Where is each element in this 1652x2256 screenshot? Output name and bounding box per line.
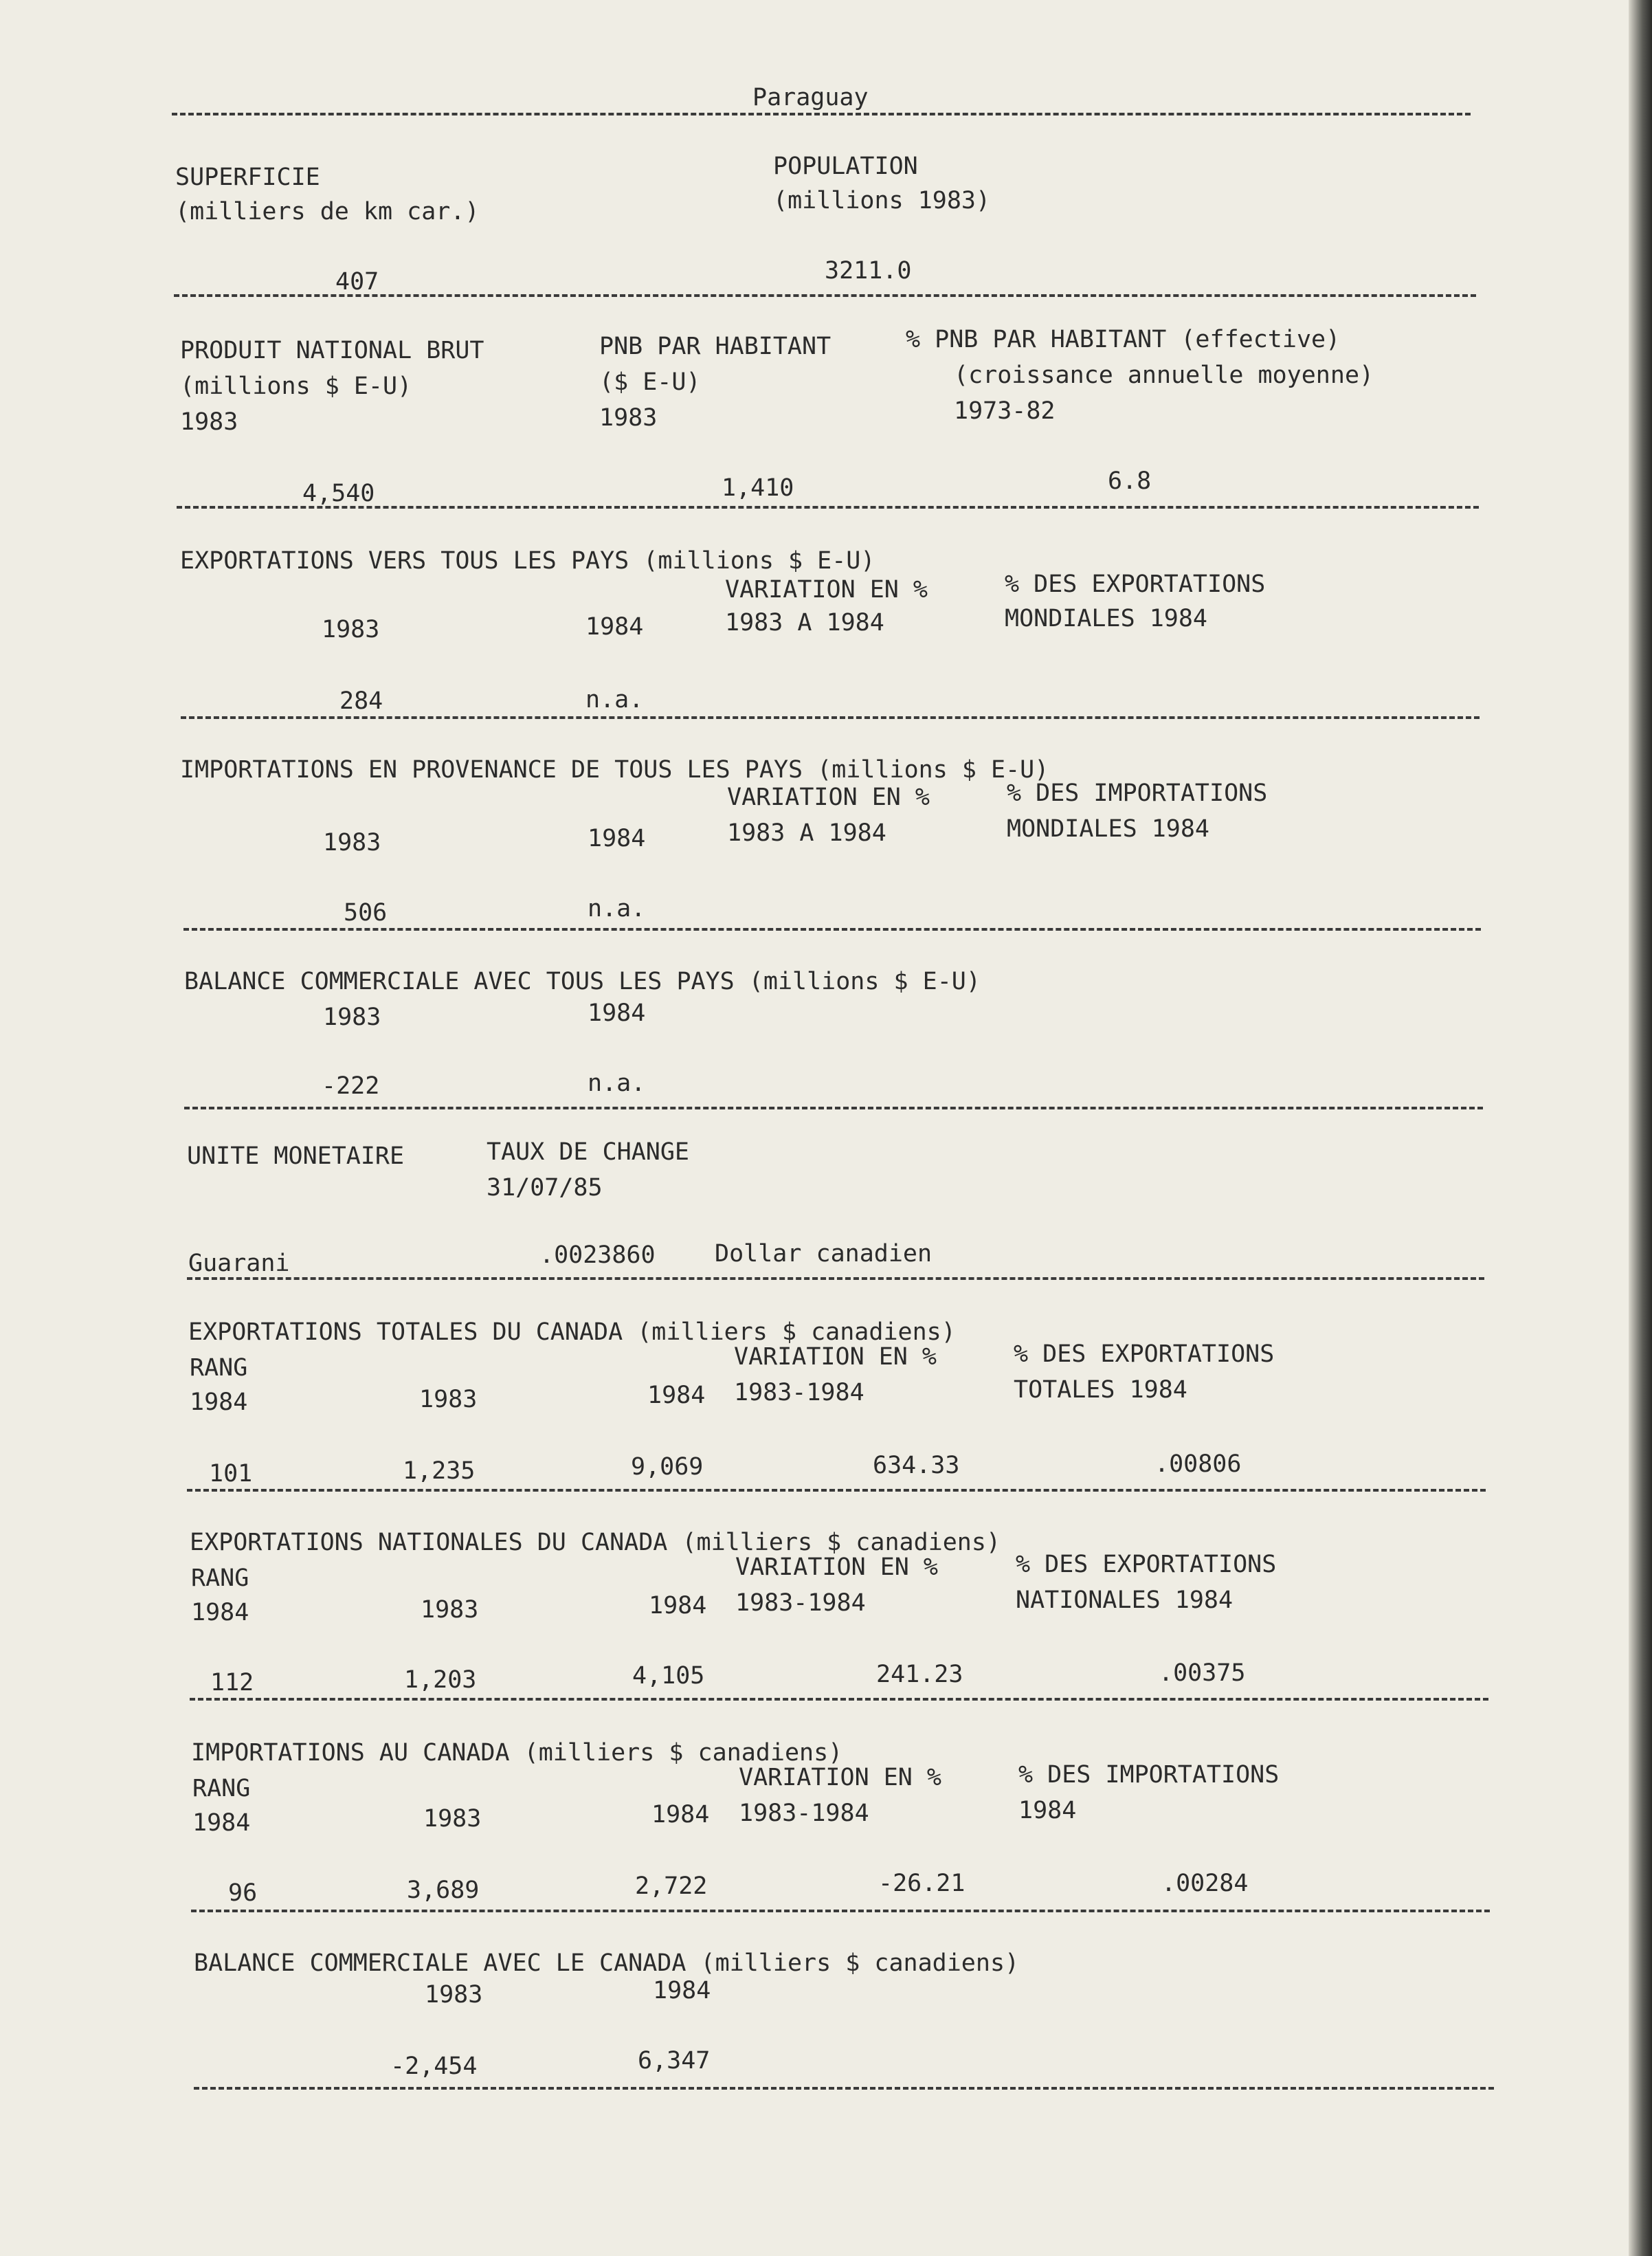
- canada-imports-variation-label: VARIATION EN %: [739, 1764, 942, 1791]
- canada-national-exports-rang-year: 1984: [191, 1599, 249, 1626]
- canada-total-exports-year-1983: 1983: [419, 1386, 478, 1413]
- canada-total-exports-share-label: % DES EXPORTATIONS: [1014, 1340, 1275, 1368]
- superficie-unit: (milliers de km car.): [175, 198, 480, 225]
- superficie-value: 407: [335, 268, 379, 296]
- imports-world-value-1984: n.a.: [588, 895, 646, 922]
- canada-total-exports-variation-value: 634.33: [873, 1452, 960, 1479]
- balance-world-value-1983: -222: [322, 1072, 380, 1100]
- pct-pnb-habitant-period: 1973-82: [954, 397, 1056, 425]
- balance-world-year-1984: 1984: [588, 999, 646, 1027]
- canada-imports-variation-period: 1983-1984: [739, 1800, 869, 1827]
- canada-national-exports-share-label: % DES EXPORTATIONS: [1016, 1551, 1277, 1578]
- superficie-label: SUPERFICIE: [175, 164, 320, 191]
- population-label: POPULATION: [773, 153, 918, 180]
- rule: [181, 716, 1480, 719]
- pnb-value: 4,540: [302, 480, 375, 507]
- canada-national-exports-rang-label: RANG: [191, 1564, 249, 1592]
- canada-total-exports-label: EXPORTATIONS TOTALES DU CANADA (milliers $ canadiens): [188, 1318, 956, 1346]
- canada-imports-value-1984: 2,722: [635, 1872, 708, 1900]
- balance-world-value-1984: n.a.: [588, 1070, 646, 1097]
- canada-imports-rang-label: RANG: [192, 1775, 251, 1802]
- canada-national-exports-value-1983: 1,203: [404, 1666, 477, 1694]
- canada-total-exports-variation-label: VARIATION EN %: [734, 1343, 937, 1371]
- population-value: 3211.0: [825, 257, 912, 285]
- canada-total-exports-rang-year: 1984: [190, 1389, 248, 1416]
- canada-national-exports-year-1984: 1984: [649, 1592, 707, 1619]
- rule: [191, 1910, 1490, 1912]
- exchange-rate-currency: Dollar canadien: [715, 1240, 933, 1268]
- page-binding-edge: [1629, 0, 1652, 2256]
- rule: [187, 1489, 1486, 1492]
- pnb-habitant-value: 1,410: [722, 474, 794, 502]
- imports-world-year-1983: 1983: [323, 829, 381, 856]
- currency-label: UNITE MONETAIRE: [187, 1142, 405, 1170]
- imports-world-year-1984: 1984: [588, 825, 646, 852]
- balance-world-year-1983: 1983: [323, 1004, 381, 1031]
- pct-pnb-habitant-label: % PNB PAR HABITANT (effective): [906, 326, 1341, 353]
- canada-total-exports-value-1984: 9,069: [631, 1453, 704, 1481]
- canada-imports-rang-year: 1984: [192, 1809, 251, 1837]
- currency-name: Guarani: [188, 1250, 290, 1277]
- canada-total-exports-value-1983: 1,235: [403, 1457, 476, 1485]
- canada-national-exports-year-1983: 1983: [421, 1596, 479, 1624]
- canada-balance-value-1983: -2,454: [390, 2053, 478, 2080]
- canada-national-exports-label: EXPORTATIONS NATIONALES DU CANADA (milliers $ canadiens): [190, 1529, 1001, 1556]
- exports-world-variation-label: VARIATION EN %: [725, 576, 928, 604]
- rule: [184, 1107, 1483, 1109]
- canada-imports-value-1983: 3,689: [407, 1877, 480, 1904]
- rule: [174, 294, 1476, 297]
- imports-world-variation-label: VARIATION EN %: [727, 784, 930, 811]
- canada-imports-year-1984: 1984: [651, 1801, 710, 1828]
- pnb-habitant-label: PNB PAR HABITANT: [599, 333, 831, 360]
- rule: [177, 506, 1479, 509]
- canada-total-exports-variation-period: 1983-1984: [734, 1379, 864, 1406]
- rule: [187, 1277, 1484, 1280]
- canada-balance-year-1984: 1984: [653, 1977, 711, 2004]
- imports-world-share-year: MONDIALES 1984: [1007, 815, 1210, 843]
- canada-balance-value-1984: 6,347: [638, 2047, 711, 2075]
- rule: [194, 2087, 1494, 2090]
- canada-imports-rang-value: 96: [228, 1879, 258, 1907]
- exports-world-share-label: % DES EXPORTATIONS: [1005, 571, 1266, 598]
- exchange-rate-label: TAUX DE CHANGE: [487, 1138, 690, 1166]
- canada-total-exports-rang-label: RANG: [190, 1354, 248, 1382]
- canada-national-exports-variation-label: VARIATION EN %: [735, 1553, 939, 1581]
- exchange-rate-date: 31/07/85: [487, 1174, 603, 1202]
- exports-world-value-1983: 284: [339, 687, 383, 715]
- rule: [190, 1698, 1488, 1701]
- pnb-year: 1983: [180, 408, 238, 436]
- pnb-habitant-year: 1983: [599, 404, 658, 432]
- canada-total-exports-year-1984: 1984: [647, 1382, 706, 1409]
- imports-world-label: IMPORTATIONS EN PROVENANCE DE TOUS LES PAYS (millions $ E-U): [180, 756, 1049, 784]
- pct-pnb-habitant-value: 6.8: [1108, 467, 1152, 495]
- canada-total-exports-share-value: .00806: [1154, 1450, 1242, 1478]
- canada-national-exports-share-year: NATIONALES 1984: [1016, 1586, 1234, 1614]
- imports-world-value-1983: 506: [344, 899, 388, 927]
- balance-world-label: BALANCE COMMERCIALE AVEC TOUS LES PAYS (millions $ E-U): [184, 968, 981, 995]
- canada-national-exports-rang-value: 112: [210, 1669, 254, 1696]
- exports-world-year-1983: 1983: [322, 616, 380, 643]
- canada-imports-share-value: .00284: [1161, 1870, 1249, 1897]
- canada-national-exports-variation-period: 1983-1984: [735, 1589, 866, 1617]
- exports-world-variation-period: 1983 A 1984: [725, 609, 884, 637]
- rule: [172, 113, 1471, 115]
- canada-national-exports-variation-value: 241.23: [876, 1661, 963, 1688]
- exports-world-label: EXPORTATIONS VERS TOUS LES PAYS (millions $ E-U): [180, 547, 875, 575]
- pnb-unit: (millions $ E-U): [180, 373, 412, 400]
- exports-world-year-1984: 1984: [585, 613, 644, 641]
- canada-total-exports-share-year: TOTALES 1984: [1014, 1376, 1187, 1404]
- canada-imports-variation-value: -26.21: [878, 1870, 965, 1897]
- exports-world-value-1984: n.a.: [585, 686, 644, 714]
- canada-national-exports-share-value: .00375: [1159, 1659, 1246, 1687]
- imports-world-share-label: % DES IMPORTATIONS: [1007, 779, 1268, 807]
- pnb-habitant-unit: ($ E-U): [599, 368, 701, 396]
- canada-balance-year-1983: 1983: [425, 1981, 483, 2009]
- imports-world-variation-period: 1983 A 1984: [727, 819, 886, 847]
- pct-pnb-habitant-sub: (croissance annuelle moyenne): [954, 362, 1374, 389]
- canada-balance-label: BALANCE COMMERCIALE AVEC LE CANADA (milliers $ canadiens): [194, 1949, 1020, 1977]
- rule: [183, 928, 1481, 931]
- page-title: Paraguay: [752, 84, 869, 111]
- canada-imports-share-label: % DES IMPORTATIONS: [1018, 1761, 1280, 1789]
- canada-total-exports-rang-value: 101: [209, 1460, 253, 1488]
- population-unit: (millions 1983): [773, 187, 991, 214]
- exchange-rate-value: .0023860: [539, 1241, 656, 1269]
- pnb-label: PRODUIT NATIONAL BRUT: [180, 337, 484, 364]
- canada-national-exports-value-1984: 4,105: [632, 1662, 705, 1690]
- canada-imports-year-1983: 1983: [423, 1805, 482, 1833]
- canada-imports-label: IMPORTATIONS AU CANADA (milliers $ canadiens): [191, 1739, 843, 1767]
- canada-imports-share-year: 1984: [1018, 1797, 1077, 1824]
- exports-world-share-year: MONDIALES 1984: [1005, 605, 1208, 632]
